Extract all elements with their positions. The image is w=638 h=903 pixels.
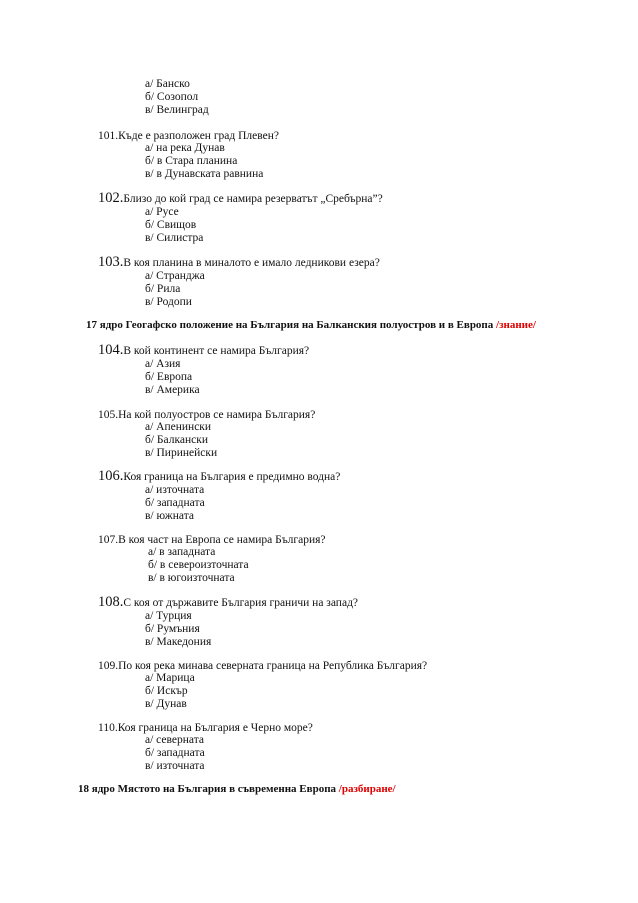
question-108 <box>98 595 358 610</box>
answer-option: в/ южната <box>145 510 194 522</box>
answer-option: б/ западната <box>145 497 205 509</box>
question-text: По коя река минава северната граница на Република България? <box>118 660 428 672</box>
answer-option: в/ източната <box>145 760 205 772</box>
answer-option: а/ Турция <box>145 610 192 622</box>
question-number: 102. <box>98 190 124 206</box>
answer-option: а/ Азия <box>145 358 181 370</box>
question-text: Къде е разположен град Плевен? <box>118 130 280 142</box>
answer-option: б/ Искър <box>145 685 188 697</box>
answer-option: в/ в югоизточната <box>148 572 235 584</box>
heading-text: 18 ядро Мястото на България в съвременна Европа <box>78 783 339 795</box>
answer-option: в/ Родопи <box>145 296 192 308</box>
question-number: 104. <box>98 342 124 358</box>
answer-option: б/ Свищов <box>145 219 197 231</box>
section-heading-17 <box>86 318 536 332</box>
answer-option: б/ Европа <box>145 371 193 383</box>
question-103 <box>98 255 380 270</box>
answer-option: а/ в западната <box>148 546 216 558</box>
question-text: Близо до кой град се намира резерватът „Сребърна”? <box>123 193 383 205</box>
answer-option: б/ Рила <box>145 283 181 295</box>
answer-option: в/ Дунав <box>145 698 187 710</box>
question-text: В кой континент се намира България? <box>123 345 310 357</box>
answer-option: а/ Банско <box>145 78 190 90</box>
heading-text: 17 ядро Геогафско положение на България на Балканския полуостров и в Европа <box>86 319 497 331</box>
answer-option: б/ Созопол <box>145 91 199 103</box>
answer-option: в/ Силистра <box>145 232 204 244</box>
answer-option: а/ Странджа <box>145 270 205 282</box>
answer-option: а/ Апенински <box>145 421 212 433</box>
question-number: 110. <box>98 722 118 734</box>
answer-option: б/ Румъния <box>145 623 200 635</box>
answer-option: в/ Македония <box>145 636 212 648</box>
question-106 <box>98 469 340 484</box>
question-number: 108. <box>98 594 124 610</box>
question-number: 109. <box>98 660 119 672</box>
question-104 <box>98 343 309 358</box>
answer-option: б/ Балкански <box>145 434 208 446</box>
answer-option: б/ западната <box>145 747 205 759</box>
question-number: 106. <box>98 468 124 484</box>
section-heading-18 <box>78 782 396 796</box>
question-text: На кой полуостров се намира България? <box>118 409 316 421</box>
question-110 <box>98 721 313 735</box>
answer-option: а/ източната <box>145 484 205 496</box>
question-text: С коя от държавите България граничи на запад? <box>123 597 359 609</box>
answer-option: а/ Марица <box>145 672 195 684</box>
question-number: 105. <box>98 409 119 421</box>
answer-option: б/ в североизточната <box>148 559 249 571</box>
answer-option: а/ Русе <box>145 206 179 218</box>
question-text: В коя планина в миналото е имало ледникови езера? <box>123 257 380 269</box>
answer-option: б/ в Стара планина <box>145 155 238 167</box>
question-105 <box>98 408 315 422</box>
answer-option: в/ Велинград <box>145 104 209 116</box>
question-text: В коя част на Европа се намира България? <box>118 534 326 546</box>
answer-option: а/ северната <box>145 734 204 746</box>
question-109 <box>98 659 427 673</box>
answer-option: а/ на река Дунав <box>145 142 225 154</box>
question-number: 103. <box>98 254 124 270</box>
question-101 <box>98 129 279 143</box>
question-text: Коя граница на България е предимно водна? <box>123 471 341 483</box>
question-number: 101. <box>98 130 119 142</box>
answer-option: в/ в Дунавската равнина <box>145 168 264 180</box>
heading-tag: /разбиране/ <box>338 783 396 795</box>
heading-tag: /знание/ <box>496 319 536 331</box>
question-107 <box>98 533 326 547</box>
answer-option: в/ Америка <box>145 384 200 396</box>
question-102 <box>98 191 383 206</box>
answer-option: в/ Пиринейски <box>145 447 218 459</box>
question-number: 107. <box>98 534 119 546</box>
question-text: Коя граница на България е Черно море? <box>117 722 313 734</box>
